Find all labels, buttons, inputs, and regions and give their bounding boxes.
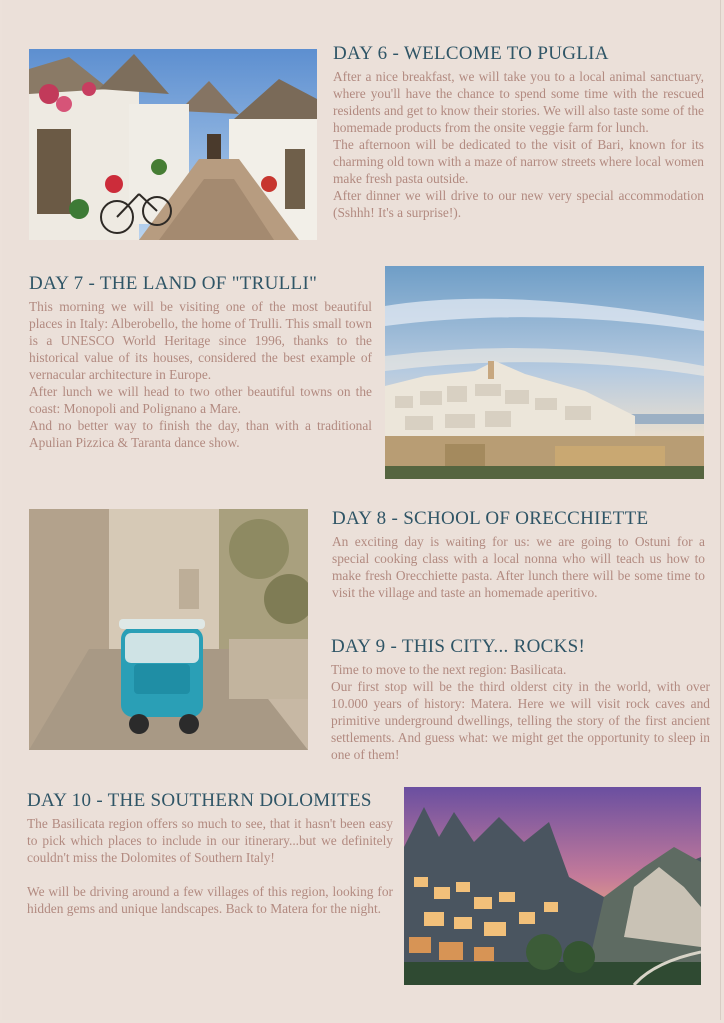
day-6-title: DAY 6 - WELCOME TO PUGLIA xyxy=(333,43,609,64)
day-8-paragraph: An exciting day is waiting for us: we are going to Ostuni for a special cooking class with a local nonna who will teach us how to make fresh Orecchiette pasta. After lunch there will be some time to visit the village and taste an homemade aperitivo. xyxy=(332,533,705,600)
day-9-paragraph: Time to move to the next region: Basilicata. xyxy=(331,661,567,677)
day-10-title: DAY 10 - THE SOUTHERN DOLOMITES xyxy=(27,790,372,811)
day-10-paragraph xyxy=(27,866,393,883)
matera-ape-photo xyxy=(29,509,308,750)
day-8-section xyxy=(332,509,705,601)
white-city-photo xyxy=(385,266,704,479)
day-9-section xyxy=(331,637,710,763)
day-9-title: DAY 9 - THIS CITY... ROCKS! xyxy=(331,636,586,657)
day-7-title: DAY 7 - THE LAND OF "TRULLI" xyxy=(29,273,318,294)
day-6-paragraph: After dinner we will drive to our new very special accommodation (Sshhh! It's a surprise!). xyxy=(333,187,704,220)
day-7-paragraph: After lunch we will head to two other beautiful towns on the coast: Monopoli and Polignano a Mare. xyxy=(29,383,372,416)
dolomites-village-photo xyxy=(404,787,701,985)
day-10-section xyxy=(27,791,393,917)
day-7-section xyxy=(29,274,372,451)
day-6-section xyxy=(333,44,704,221)
day-10-paragraph: The Basilicata region offers so much to see, that it hasn't been easy to pick which places to include in our itinerary...but we definitely couldn't miss the Dolomites of Southern Italy! xyxy=(27,815,393,865)
day-10-paragraph: We will be driving around a few villages of this region, looking for hidden gems and unique landscapes. Back to Matera for the night. xyxy=(27,883,393,916)
day-7-paragraph: And no better way to finish the day, than with a traditional Apulian Pizzica & Taranta dance show. xyxy=(29,417,372,450)
day-6-paragraph: After a nice breakfast, we will take you to a local animal sanctuary, where you'll have the chance to spend some time with the rescued residents and get to know their stories. We will also taste some of the homemade products from the onsite veggie farm for lunch. xyxy=(333,68,704,135)
trulli-street-photo xyxy=(29,49,317,240)
day-9-paragraph: Our first stop will be the third olderst city in the world, with over 10.000 years of history: Matera. Here we will visit rock caves and primitive underground dwellings, telling the story of the first ancient settlements. And guess what: we might get the opportunity to sleep in one of them! xyxy=(331,678,710,762)
day-6-paragraph: The afternoon will be dedicated to the visit of Bari, known for its charming old town with a maze of narrow streets where local women make fresh pasta outside. xyxy=(333,136,704,186)
day-7-paragraph: This morning we will be visiting one of the most beautiful places in Italy: Alberobello, the home of Trulli. This small town is a UNESCO World Heritage since 1996, thanks to the historical value of its houses, considered the best example of vernacular architecture in Europe. xyxy=(29,298,372,382)
day-8-title: DAY 8 - SCHOOL OF ORECCHIETTE xyxy=(332,508,649,529)
